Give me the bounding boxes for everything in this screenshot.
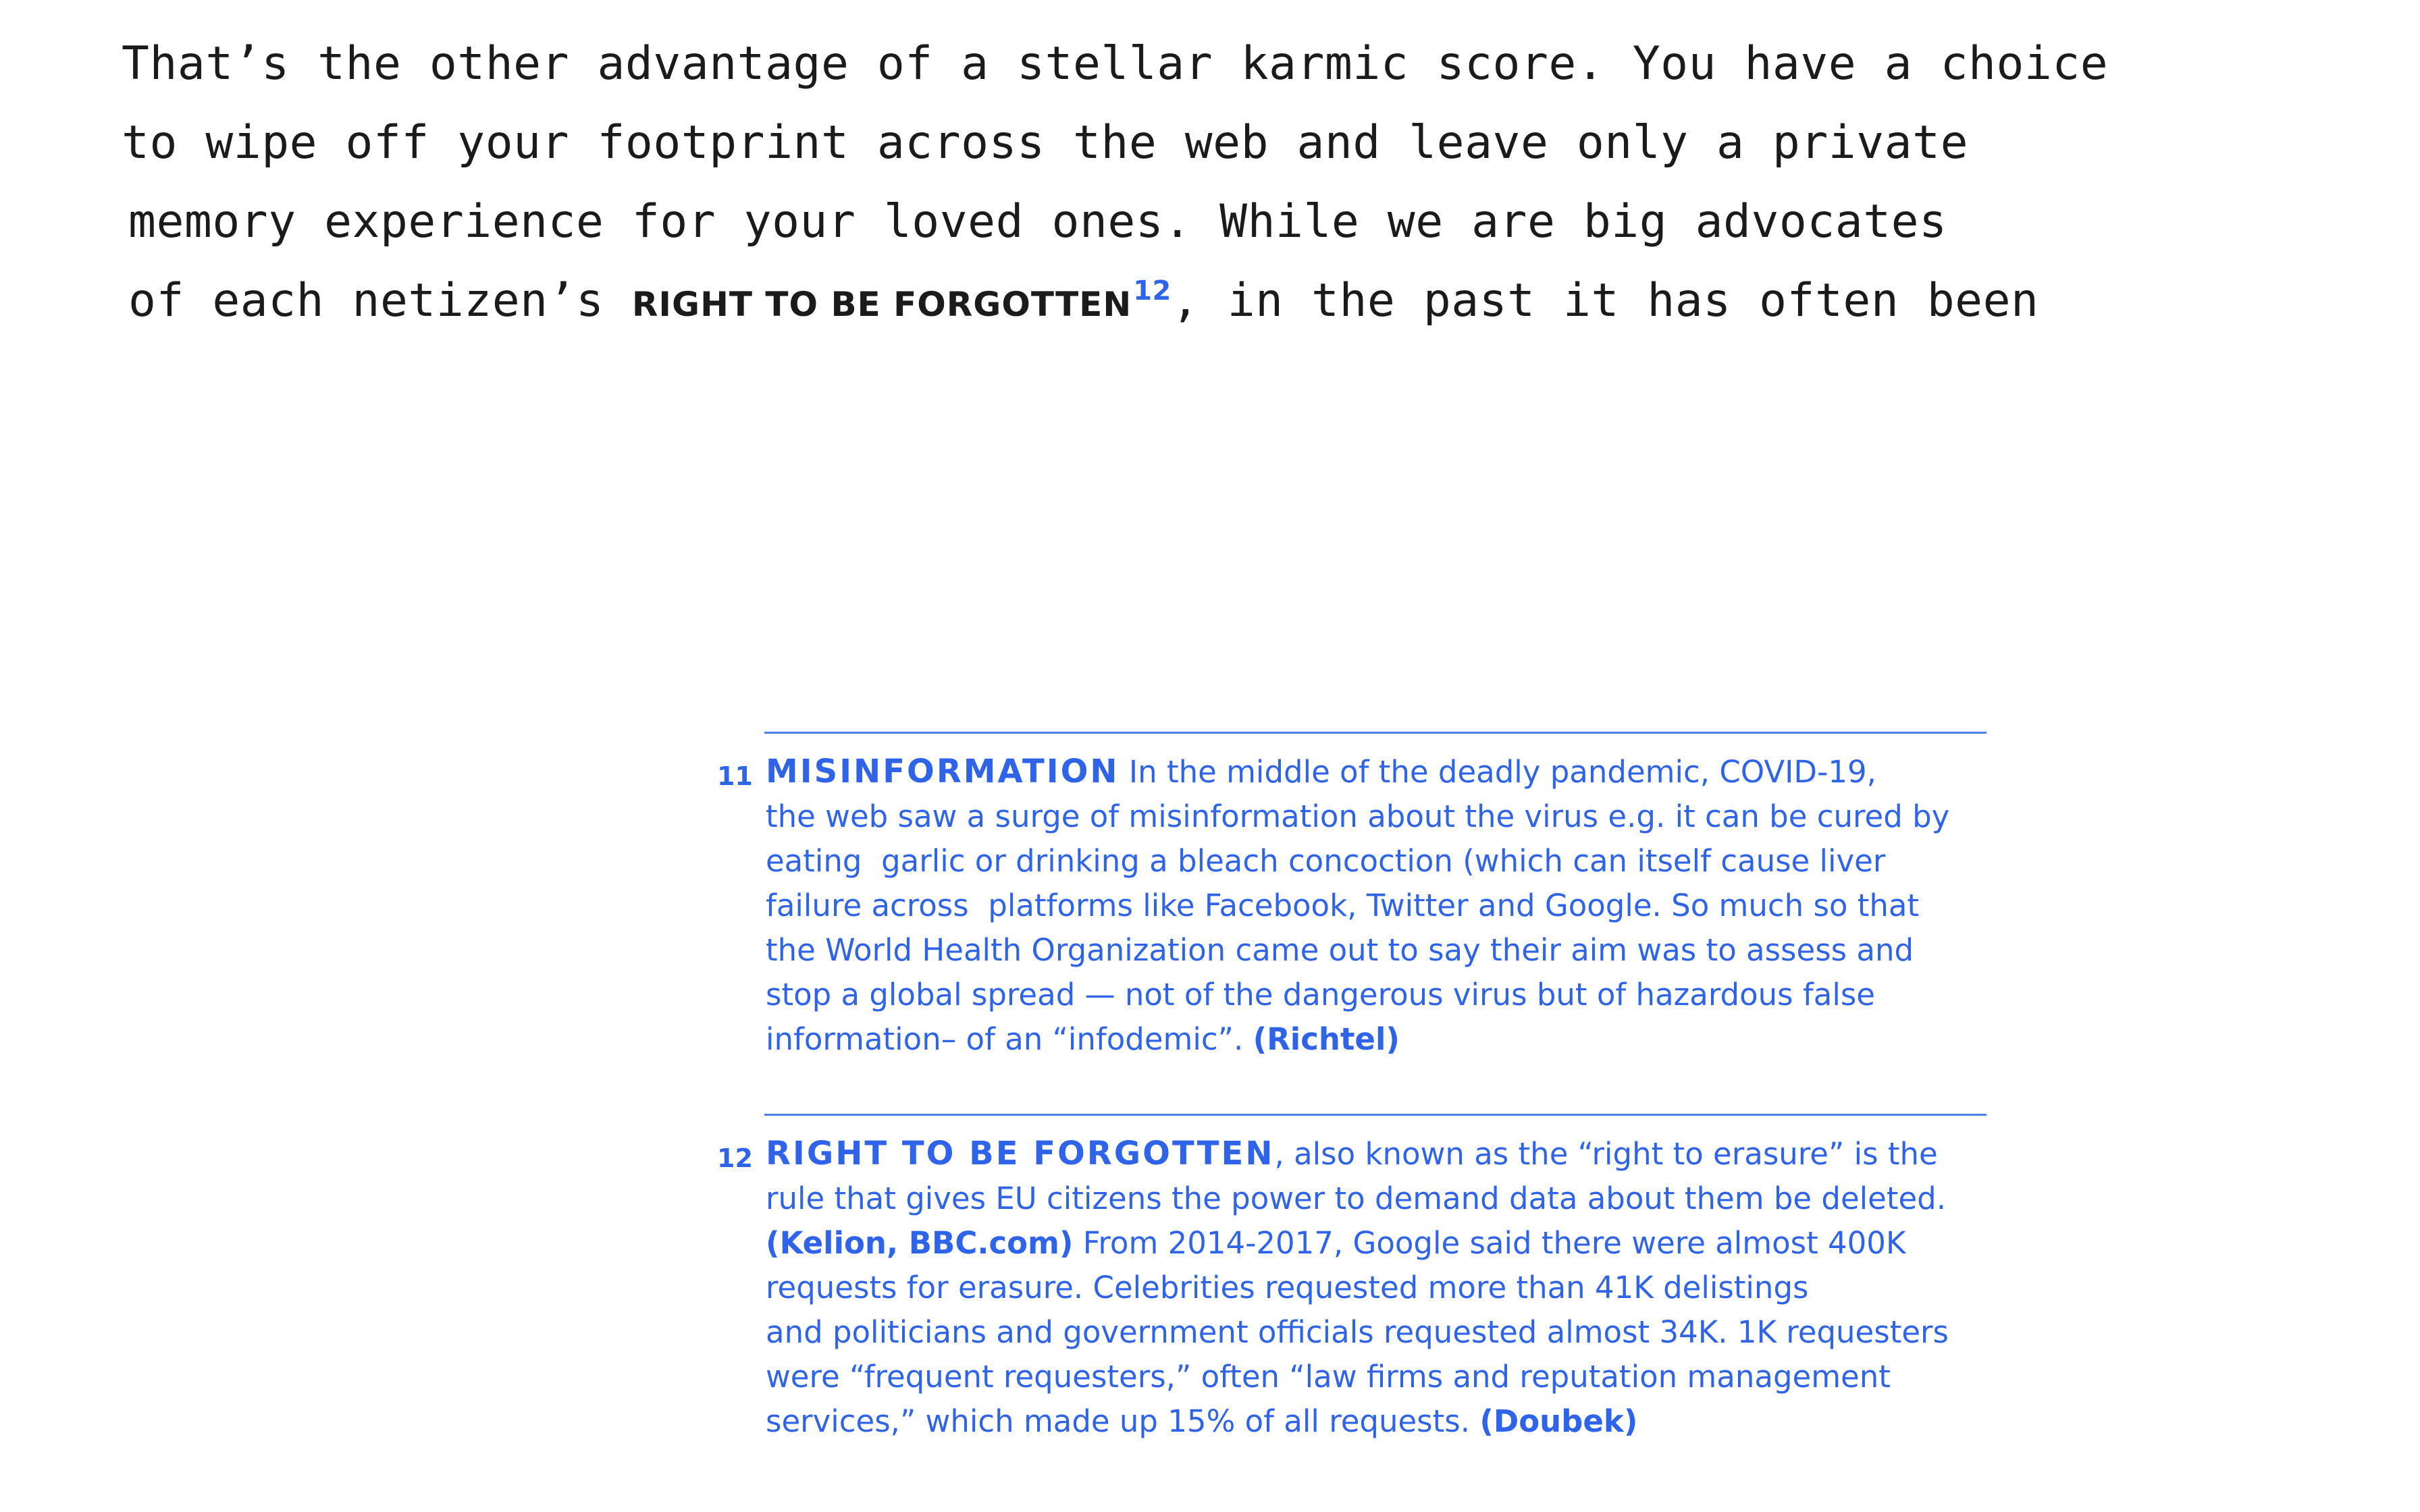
footnote-ref-12[interactable]: 12: [1133, 275, 1172, 306]
footnote-line: the World Health Organization came out to say their aim was to assess and: [766, 932, 1914, 968]
footnote-line: the web saw a surge of misinformation about the virus e.g. it can be cured by: [766, 799, 1950, 834]
footnote-divider: [764, 732, 1987, 734]
footnote-body: [766, 749, 2001, 1062]
footnote-text: services,” which made up 15% of all requests.: [766, 1403, 1480, 1439]
body-line-2: to wipe off your footprint across the web and leave only a private: [122, 116, 1969, 169]
footnote-line: [766, 1221, 2001, 1266]
footnote-line: failure across platforms like Facebook, Twitter and Google. So much so that: [766, 888, 1920, 923]
footnote-body: [766, 1131, 2001, 1444]
body-line-1: That’s the other advantage of a stellar karmic score. You have a choice: [122, 37, 2109, 90]
body-line-4-end: , in the past it has often been: [1171, 274, 2039, 327]
footnote-term: MISINFORMATION: [766, 753, 1120, 790]
footnote-number: 11: [717, 761, 753, 791]
footnote-term: RIGHT TO BE FORGOTTEN: [766, 1135, 1275, 1172]
body-line-4: [122, 261, 2147, 347]
body-paragraph: [122, 24, 2147, 347]
footnote-number: 12: [717, 1143, 753, 1173]
footnote-line: [766, 749, 2001, 794]
footnote-line: and politicians and government officials requested almost 34K. 1K requesters: [766, 1314, 1949, 1350]
footnote-text: From 2014-2017, Google said there were almost 400K: [1073, 1225, 1906, 1261]
body-line-3: memory experience for your loved ones. While we are big advocates: [128, 195, 1947, 248]
citation-link[interactable]: (Kelion, BBC.com): [766, 1225, 1074, 1261]
citation-link[interactable]: (Doubek): [1479, 1403, 1638, 1439]
footnote-text: In the middle of the deadly pandemic, COVID-19,: [1119, 754, 1876, 790]
footnote-line: rule that gives EU citizens the power to demand data about them be deleted.: [766, 1181, 1947, 1216]
footnote-line: [766, 1131, 2001, 1177]
footnote-line: requests for erasure. Celebrities requested more than 41K delistings: [766, 1270, 1809, 1305]
footnote-line: eating garlic or drinking a bleach concoction (which can itself cause liver: [766, 843, 1886, 879]
footnote-line: stop a global spread — not of the dangerous virus but of hazardous false: [766, 977, 1875, 1013]
term-right-to-be-forgotten: RIGHT TO BE FORGOTTEN: [631, 285, 1132, 324]
footnote-line: [766, 1017, 2001, 1062]
body-line-4-start: of each netizen’s: [128, 274, 632, 327]
footnote-text: information– of an “infodemic”.: [766, 1021, 1253, 1057]
citation-link[interactable]: (Richtel): [1253, 1021, 1400, 1057]
footnote-12: [717, 1114, 1987, 1465]
footnote-text: , also known as the “right to erasure” is the: [1274, 1136, 1938, 1172]
footnote-line: [766, 1399, 2001, 1444]
footnote-divider: [764, 1114, 1987, 1116]
footnote-11: [717, 732, 1987, 1069]
footnote-line: were “frequent requesters,” often “law firms and reputation management: [766, 1359, 1891, 1395]
